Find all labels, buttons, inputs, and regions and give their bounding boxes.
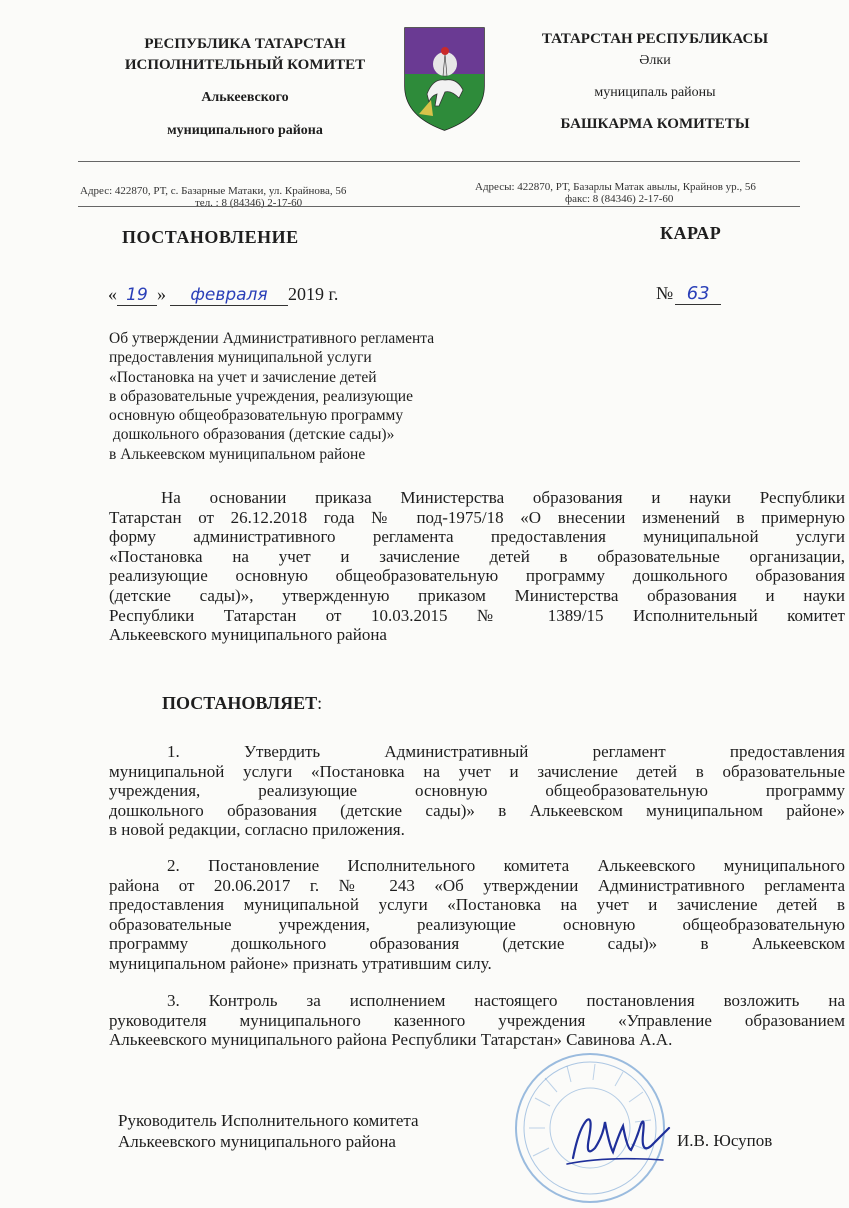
resolves-colon: : — [317, 693, 323, 713]
header-right-committee: БАШКАРМА КОМИТЕТЫ — [560, 116, 750, 132]
clause-line: 2. Постановление Исполнительного комитета Алькеевского муниципального — [167, 856, 845, 875]
header-divider-top — [78, 161, 800, 162]
preamble-line: (детские сады)», утвержденную приказом Министерства образования и науки — [109, 585, 845, 605]
clause-line: района от 20.06.2017 г. № 243 «Об утверждении Административного регламента — [109, 875, 845, 895]
signatory-position — [118, 1110, 419, 1152]
preamble-line: Алькеевского муниципального района — [109, 625, 387, 645]
preamble-line: «Постановка на учет и зачисление детей в образовательные организации, — [109, 546, 845, 566]
clause-line: Алькеевского муниципального района Республики Татарстан» Савинова А.А. — [109, 1030, 673, 1050]
header-left-republic: РЕСПУБЛИКА ТАТАРСТАН — [144, 36, 346, 52]
number-field — [675, 283, 721, 305]
header-left-committee: ИСПОЛНИТЕЛЬНЫЙ КОМИТЕТ — [124, 57, 366, 73]
address-left-phone: тел. : 8 (84346) 2-17-60 — [195, 197, 303, 209]
address-right — [475, 181, 805, 205]
header-divider-bottom — [78, 206, 800, 207]
number-value: 63 — [686, 283, 710, 304]
signatory-position-line: Алькеевского муниципального района — [118, 1132, 396, 1151]
header-right — [510, 29, 800, 135]
header-left-district-name: Алькеевского — [201, 90, 289, 105]
header-left-district: муниципального района — [167, 123, 323, 138]
coat-of-arms-icon — [399, 24, 490, 134]
date-day-field — [117, 284, 157, 306]
handwritten-signature — [565, 1108, 675, 1170]
address-left-street: Адрес: 422870, РТ, с. Базарные Матаки, ул. Крайнова, 56 — [80, 185, 347, 197]
resolves-word: ПОСТАНОВЛЯЕТ — [162, 693, 318, 713]
preamble-line: Республики Татарстан от 10.03.2015 № 1389/15 Исполнительный комитет — [109, 605, 845, 625]
preamble-line: На основании приказа Министерства образования и науки Республики — [161, 488, 845, 507]
header-right-republic: ТАТАРСТАН РЕСПУБЛИКАСЫ — [541, 31, 769, 47]
subject-line: Об утверждении Административного регламента — [109, 330, 435, 347]
clause-line: руководителя муниципального казенного учреждения «Управление образованием — [109, 1010, 845, 1030]
header-right-district-name: Әлки — [639, 53, 671, 68]
subject-line: в Алькеевском муниципальном районе — [109, 445, 366, 463]
doc-title-tt: КАРАР — [660, 223, 722, 243]
preamble-line: Татарстан от 26.12.2018 года № под-1975/18 «О внесении изменений в примерную — [109, 507, 845, 527]
clause-line: муниципальном районе» признать утратившим силу. — [109, 953, 492, 973]
resolves-heading — [162, 693, 322, 714]
doc-number — [656, 283, 721, 305]
doc-date — [108, 284, 338, 306]
clause-line: 3. Контроль за исполнением настоящего постановления возложить на — [167, 991, 845, 1010]
date-month: февраля — [190, 285, 268, 305]
header-right-district: муниципаль районы — [594, 85, 716, 100]
clause-line: дошкольного образования (детские сады)» в Алькеевском муниципальном районе» — [109, 800, 845, 820]
date-close-quote: » — [157, 284, 166, 304]
doc-title-ru: ПОСТАНОВЛЕНИЕ — [122, 227, 299, 247]
signatory-name: И.В. Юсупов — [677, 1131, 773, 1150]
signatory-position-line: Руководитель Исполнительного комитета — [118, 1111, 419, 1130]
date-day: 19 — [126, 285, 148, 305]
preamble-line: форму административного регламента предоставления муниципальной услуги — [109, 527, 845, 547]
date-open-quote: « — [108, 284, 117, 304]
document-subject — [109, 329, 529, 464]
clause-1 — [109, 742, 845, 840]
header-left — [95, 34, 395, 142]
clause-line: учреждения, реализующие основную общеобразовательную программу — [109, 781, 845, 801]
clause-line: программу дошкольного образования (детские сады)» в Алькеевском — [109, 934, 845, 954]
preamble — [109, 488, 845, 645]
clause-2 — [109, 856, 845, 974]
clause-line: 1. Утвердить Административный регламент предоставления — [167, 742, 845, 761]
clause-line: в новой редакции, согласно приложения. — [109, 820, 405, 840]
address-right-street: Адресы: 422870, РТ, Базарлы Матак авылы, Крайнов ур., 56 — [475, 181, 756, 193]
number-sign: № — [656, 283, 674, 303]
clause-line: муниципальной услуги «Постановка на учет и зачисление детей в образовательные — [109, 761, 845, 781]
address-right-fax: факс: 8 (84346) 2-17-60 — [565, 193, 674, 205]
subject-line: дошкольного образования (детские сады)» — [109, 426, 395, 444]
date-month-field — [170, 284, 288, 306]
preamble-line: реализующие основную общеобразовательную программу дошкольного образования — [109, 566, 845, 586]
subject-line: предоставления муниципальной услуги — [109, 349, 372, 367]
subject-line: «Постановка на учет и зачисление детей — [109, 368, 377, 386]
clause-3 — [109, 991, 845, 1050]
subject-line: основную общеобразовательную программу — [109, 407, 404, 425]
date-year: 2019 г. — [288, 284, 339, 304]
clause-line: образовательные учреждения, реализующие основную общеобразовательную — [109, 914, 845, 934]
subject-line: в образовательные учреждения, реализующие — [109, 387, 413, 405]
clause-line: предоставления муниципальной услуги «Постановка на учет и зачисление детей в — [109, 895, 845, 915]
